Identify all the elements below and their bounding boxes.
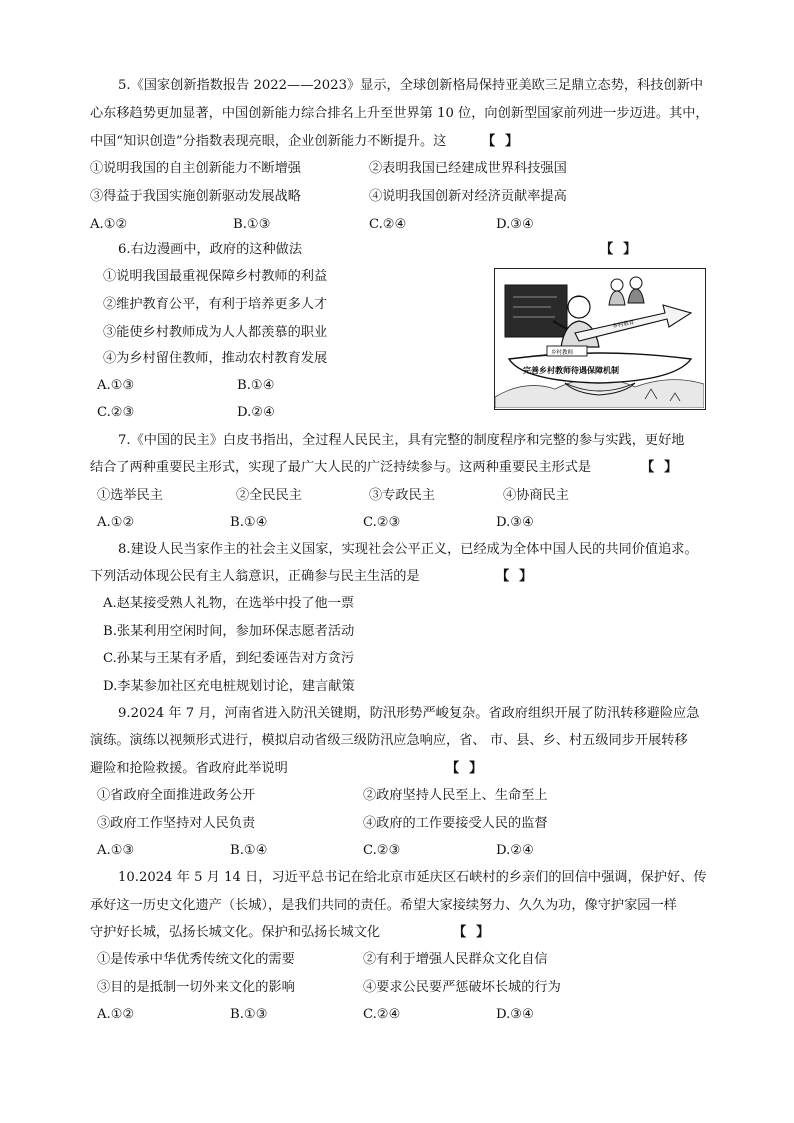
- base-label: 乡村教师: [551, 350, 574, 356]
- q7-choice-a[interactable]: A.①②: [97, 515, 135, 530]
- q8-choice-d[interactable]: D.李某参加社区充电桩规划讨论，建言献策: [103, 679, 355, 694]
- q10-item-4: ④要求公民要严惩破坏长城的行为: [363, 980, 561, 995]
- q6-item-2: ②维护教育公平，有利于培养更多人才: [103, 297, 328, 312]
- cartoon-illustration: [495, 269, 704, 408]
- q9-stem-line-1: 9.2024 年 7 月，河南省进入防汛关键期，防汛形势严峻复杂。省政府组织开展了防汛转移避险应急: [118, 706, 700, 721]
- q8-choice-a[interactable]: A.赵某接受熟人礼物，在选举中投了他一票: [103, 596, 355, 611]
- q7-choice-c[interactable]: C.②③: [363, 515, 401, 530]
- q10-choice-a[interactable]: A.①②: [97, 1007, 135, 1022]
- q5-item-2: ②表明我国已经建成世界科技强国: [369, 161, 567, 176]
- q10-stem-line-1: 10.2024 年 5 月 14 日，习近平总书记在给北京市延庆区石峡村的乡亲们的回信中强调，保护好、传: [118, 870, 707, 885]
- child-2-head: [630, 277, 642, 289]
- blackboard: [505, 285, 567, 337]
- q9-stem-line-3: 避险和抢险救援。省政府此举说明: [90, 761, 288, 776]
- q5-item-1: ①说明我国的自主创新能力不断增强: [90, 161, 301, 176]
- q5-choice-a[interactable]: A.①②: [90, 217, 128, 232]
- cartoon-caption: 完善乡村教师待遇保障机制: [523, 366, 619, 375]
- q6-item-3: ③能使乡村教师成为人人都羡慕的职业: [103, 325, 328, 340]
- q10-choice-d[interactable]: D.③④: [496, 1007, 534, 1022]
- q9-item-1: ①省政府全面推进政务公开: [97, 788, 256, 803]
- q7-choice-b[interactable]: B.①④: [230, 515, 268, 530]
- rural-teacher-cartoon: [494, 268, 706, 410]
- q6-stem: 6.右边漫画中，政府的这种做法: [118, 242, 303, 257]
- q6-answer-bracket[interactable]: 【】: [600, 242, 647, 257]
- q7-item-3: ③专政民主: [369, 488, 435, 503]
- q8-answer-bracket[interactable]: 【】: [496, 569, 543, 584]
- q5-stem-line-2: 心东移趋势更加显著，中国创新能力综合排名上升至世界第 10 位，向创新型国家前列进一步迈进。其中，: [90, 106, 709, 121]
- q9-choice-a[interactable]: A.①③: [97, 843, 135, 858]
- q10-item-1: ①是传承中华优秀传统文化的需要: [97, 952, 295, 967]
- q5-stem-line-1: 5.《国家创新指数报告 2022——2023》显示，全球创新格局保持亚美欧三足鼎立态势，科技创新中: [118, 78, 704, 93]
- q10-stem-line-3: 守护好长城，弘扬长城文化。保护和弘扬长城文化: [90, 925, 381, 940]
- q8-stem-line-2: 下列活动体现公民有主人翁意识，正确参与民主生活的是: [90, 569, 420, 584]
- q5-choice-c[interactable]: C.②④: [369, 217, 407, 232]
- q6-choice-a[interactable]: A.①③: [97, 378, 135, 393]
- q8-stem-line-1: 8.建设人民当家作主的社会主义国家，实现社会公平正义，已经成为全体中国人民的共同价值追求。: [118, 542, 698, 557]
- q10-item-2: ②有利于增强人民群众文化自信: [363, 952, 548, 967]
- q9-answer-bracket[interactable]: 【】: [446, 761, 493, 776]
- q6-choice-b[interactable]: B.①④: [237, 378, 275, 393]
- q6-choice-d[interactable]: D.②④: [237, 405, 275, 420]
- q5-stem-line-3: 中国“知识创造”分指数表现亮眼，企业创新能力不断提升。这: [90, 134, 447, 149]
- q7-stem-line-2: 结合了两种重要民主形式，实现了最广大人民的广泛持续参与。这两种重要民主形式是: [90, 460, 592, 475]
- q6-item-1: ①说明我国最重视保障乡村教师的利益: [103, 269, 328, 284]
- q9-stem-line-2: 演练。演练以视频形式进行，模拟启动省级三级防汛应急响应，省、 市、县、乡、村五级同步开展转移: [90, 733, 688, 748]
- q6-item-4: ④为乡村留住教师，推动农村教育发展: [103, 351, 328, 366]
- q5-choice-d[interactable]: D.③④: [496, 217, 534, 232]
- q10-choice-c[interactable]: C.②④: [363, 1007, 401, 1022]
- q10-item-3: ③目的是抵制一切外来文化的影响: [97, 980, 295, 995]
- q9-choice-c[interactable]: C.②③: [363, 843, 401, 858]
- q9-item-2: ②政府坚持人民至上、生命至上: [363, 788, 548, 803]
- q7-stem-line-1: 7.《中国的民主》白皮书指出，全过程人民民主，具有完整的制度程序和完整的参与实践，更好地: [118, 433, 685, 448]
- q9-choice-b[interactable]: B.①④: [230, 843, 268, 858]
- q6-choice-c[interactable]: C.②③: [97, 405, 135, 420]
- q8-choice-c[interactable]: C.孙某与王某有矛盾，到纪委诬告对方贪污: [103, 651, 355, 666]
- q10-stem-line-2: 承好这一历史文化遗产（长城），是我们共同的责任。希望大家接续努力、久久为功，像守护家园一样: [90, 898, 677, 913]
- q7-item-4: ④协商民主: [503, 488, 569, 503]
- q5-choice-b[interactable]: B.①③: [233, 217, 271, 232]
- q9-choice-d[interactable]: D.②④: [496, 843, 534, 858]
- q5-answer-bracket[interactable]: 【】: [482, 134, 529, 149]
- q7-item-2: ②全民民主: [236, 488, 302, 503]
- q5-item-4: ④说明我国创新对经济贡献率提高: [369, 189, 567, 204]
- q7-item-1: ①选举民主: [97, 488, 163, 503]
- child-1-head: [611, 279, 623, 291]
- q8-choice-b[interactable]: B.张某利用空闲时间，参加环保志愿者活动: [103, 624, 355, 639]
- q7-answer-bracket[interactable]: 【】: [641, 460, 688, 475]
- child-1-body: [609, 291, 625, 305]
- q10-choice-b[interactable]: B.①③: [230, 1007, 268, 1022]
- q10-answer-bracket[interactable]: 【】: [453, 925, 500, 940]
- q5-item-3: ③得益于我国实施创新驱动发展战略: [90, 189, 301, 204]
- q9-item-3: ③政府工作坚持对人民负责: [97, 816, 256, 831]
- child-2-body: [628, 289, 644, 303]
- q9-item-4: ④政府的工作要接受人民的监督: [363, 816, 548, 831]
- q7-choice-d[interactable]: D.③④: [496, 515, 534, 530]
- arrow-label: 乡村教育: [612, 319, 635, 330]
